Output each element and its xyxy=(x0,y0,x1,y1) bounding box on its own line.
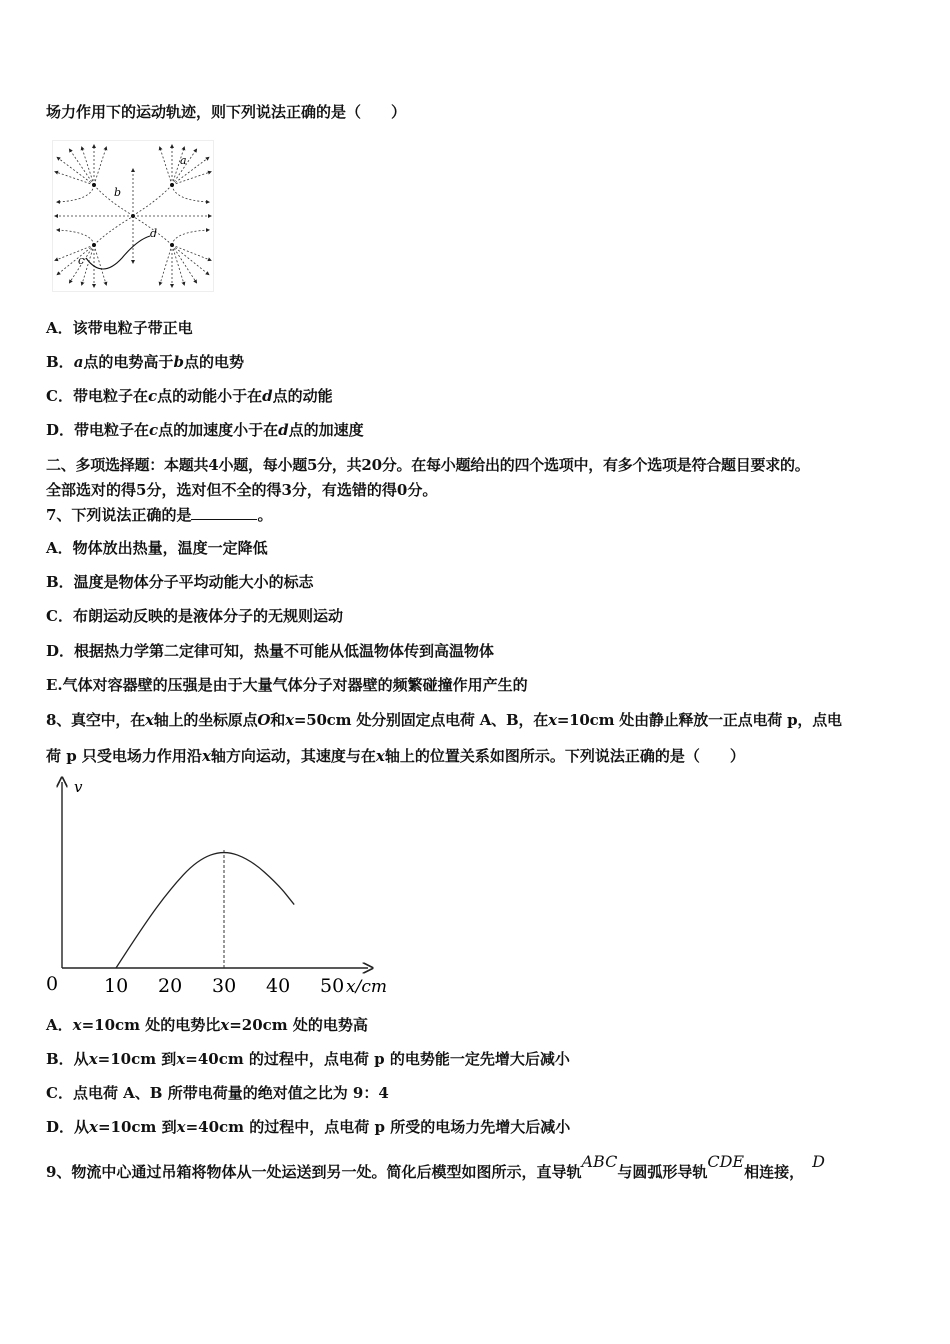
q9-d: D xyxy=(812,1152,825,1171)
q7-option-c: C．布朗运动反映的是液体分子的无规则运动 xyxy=(46,607,343,625)
x-tick-label: 10 xyxy=(104,975,129,997)
q6-option-b: B．a点的电势高于b点的电势 xyxy=(46,353,244,371)
q6-stem: 场力作用下的运动轨迹，则下列说法正确的是（ ） xyxy=(46,103,407,121)
q9-abc: ABC xyxy=(581,1152,618,1171)
q8-stem-line2: 荷 p 只受电场力作用沿x轴方向运动，其速度与在x轴上的位置关系如图所示。下列说法正确的是（ ） xyxy=(46,747,745,765)
q7-option-b: B．温度是物体分子平均动能大小的标志 xyxy=(46,573,314,591)
q8-option-d: D．从x=10cm 到x=40cm 的过程中，点电荷 p 所受的电场力先增大后减小 xyxy=(46,1118,571,1136)
x-axis-label: x/cm xyxy=(346,977,387,997)
label-c: c xyxy=(78,254,85,267)
trajectory-curve xyxy=(86,236,150,269)
q7-option-e: E.气体对容器壁的压强是由于大量气体分子对器壁的频繁碰撞作用产生的 xyxy=(46,676,528,694)
y-axis-label: v xyxy=(74,778,83,796)
x-tick-label: 40 xyxy=(266,975,291,997)
x-tick-label: 20 xyxy=(158,975,183,997)
section2-line2: 全部选对的得5分，选对但不全的得3分，有选错的得0分。 xyxy=(46,481,438,499)
q6-option-c: C．带电粒子在c点的动能小于在d点的动能 xyxy=(46,387,333,405)
q8-option-c: C．点电荷 A、B 所带电荷量的绝对值之比为 9：4 xyxy=(46,1084,389,1102)
velocity-curve xyxy=(116,853,294,968)
q7-stem: 7、下列说法正确的是 。 xyxy=(46,506,273,524)
field-line-figure xyxy=(52,140,214,292)
q6-option-a: A．该带电粒子带正电 xyxy=(46,319,193,337)
q9-cde: CDE xyxy=(707,1152,745,1171)
velocity-position-chart xyxy=(40,772,410,1004)
x-tick-label: 50 xyxy=(320,975,345,997)
q9-stem: 9、物流中心通过吊箱将物体从一处运送到另一处。简化后模型如图所示，直导轨ABC与圆弧形导轨CDE相连接，D xyxy=(46,1152,825,1181)
q8-option-a: A．x=10cm 处的电势比x=20cm 处的电势高 xyxy=(46,1016,368,1034)
q8-stem-line1: 8、真空中，在x轴上的坐标原点O和x=50cm 处分别固定点电荷 A、B，在x=10cm 处由静止释放一正点电荷 p，点电 xyxy=(46,711,842,729)
label-d: d xyxy=(150,227,158,240)
origin-label: 0 xyxy=(46,973,59,995)
label-b: b xyxy=(114,186,122,199)
q7-option-d: D．根据热力学第二定律可知，热量不可能从低温物体传到高温物体 xyxy=(46,642,495,660)
section2-line1: 二、多项选择题：本题共4小题，每小题5分，共20分。在每小题给出的四个选项中，有多个选项是符合题目要求的。 xyxy=(46,456,810,474)
x-tick-label: 30 xyxy=(212,975,237,997)
q7-option-a: A．物体放出热量，温度一定降低 xyxy=(46,539,268,557)
label-a: a xyxy=(180,154,187,167)
q8-option-b: B．从x=10cm 到x=40cm 的过程中，点电荷 p 的电势能一定先增大后减小 xyxy=(46,1050,570,1068)
q6-option-d: D．带电粒子在c点的加速度小于在d点的加速度 xyxy=(46,421,364,439)
